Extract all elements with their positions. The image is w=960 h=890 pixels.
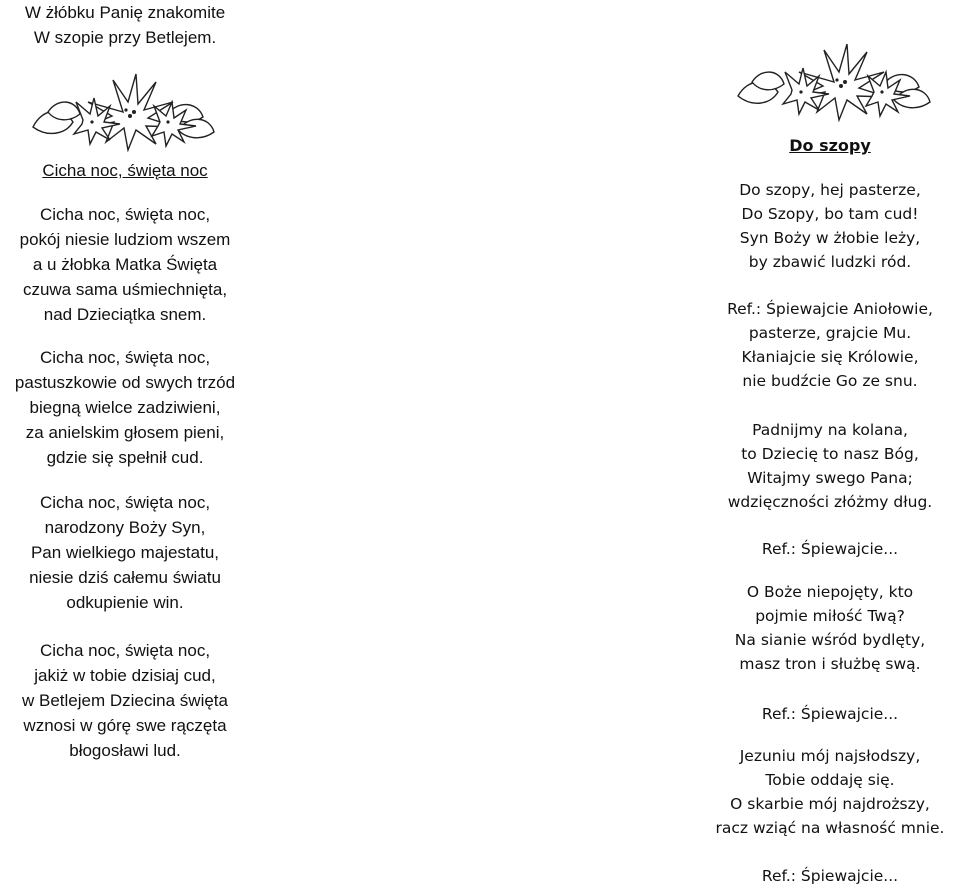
stanza-line: Tobie oddaję się. [765, 771, 895, 789]
refrain-line: Ref.: Śpiewajcie... [761, 867, 899, 885]
stanza-line: to Dziecię to nasz Bóg, [741, 445, 919, 463]
intro-line: W żłóbku Panię znakomite [24, 3, 226, 22]
stanza-line: Ref.: Śpiewajcie Aniołowie, [727, 300, 933, 318]
stanza-line: Witajmy swego Pana; [747, 469, 913, 487]
stanza-line: jakiż w tobie dzisiaj cud, [34, 666, 216, 685]
stanza-line: O skarbie mój najdroższy, [730, 795, 930, 813]
stanza-line: niesie dziś całemu światu [29, 568, 221, 587]
intro-line: W szopie przy Betlejem. [33, 28, 217, 47]
stanza-line: masz tron i służbę swą. [739, 655, 921, 673]
poinsettia-garland-icon [28, 72, 218, 157]
song-title: Cicha noc, święta noc [42, 161, 208, 180]
stanza-line: Jezuniu mój najsłodszy, [739, 747, 921, 765]
stanza-line: Na sianie wśród bydlęty, [734, 631, 926, 649]
stanza-line: Syn Boży w żłobie leży, [739, 229, 921, 247]
stanza-line: Cicha noc, święta noc, [39, 205, 211, 224]
stanza-line: za anielskim głosem pieni, [25, 423, 225, 442]
stanza-line: pokój niesie ludziom wszem [19, 230, 231, 249]
stanza-line: O Boże niepojęty, kto [746, 583, 914, 601]
stanza-line: Do szopy, hej pasterze, [739, 181, 921, 199]
stanza-line: biegną wielce zadziwieni, [29, 398, 221, 417]
stanza-line: błogosławi lud. [69, 741, 181, 760]
stanza-line: racz wziąć na własność mnie. [715, 819, 945, 837]
stanza-line: wdzięczności złóżmy dług. [727, 493, 933, 511]
stanza [0, 345, 250, 470]
song-title: Do szopy [789, 136, 871, 155]
stanza [0, 202, 250, 327]
stanza-line: by zbawić ludzki ród. [748, 253, 912, 271]
stanza-line: a u żłobka Matka Święta [32, 255, 218, 274]
stanza-line: w Betlejem Dziecina święta [22, 691, 228, 710]
stanza-line: Padnijmy na kolana, [752, 421, 908, 439]
stanza-line: nad Dzieciątka snem. [43, 305, 207, 324]
stanza-line: odkupienie win. [66, 593, 184, 612]
stanza [0, 490, 250, 615]
stanza-line: wznosi w górę swe rączęta [23, 716, 227, 735]
stanza-line: pasterze, grajcie Mu. [748, 324, 912, 342]
stanza-line: Cicha noc, święta noc, [39, 493, 211, 512]
stanza-line: Cicha noc, święta noc, [39, 348, 211, 367]
stanza-line: pojmie miłość Twą? [755, 607, 905, 625]
stanza-line: czuwa sama uśmiechnięta, [22, 280, 228, 299]
stanza-line: Cicha noc, święta noc, [39, 641, 211, 660]
stanza-line: nie budźcie Go ze snu. [742, 372, 918, 390]
stanza-line: gdzie się spełnił cud. [46, 448, 204, 467]
poinsettia-garland-icon [734, 44, 934, 126]
stanza-line: Kłaniajcie się Królowie, [741, 348, 919, 366]
refrain-line: Ref.: Śpiewajcie... [761, 540, 899, 558]
stanza-line: pastuszkowie od swych trzód [14, 373, 236, 392]
stanza-line: narodzony Boży Syn, [44, 518, 206, 537]
stanza-line: Pan wielkiego majestatu, [30, 543, 220, 562]
stanza [0, 638, 250, 763]
stanza-line: Do Szopy, bo tam cud! [741, 205, 919, 223]
refrain-line: Ref.: Śpiewajcie... [761, 705, 899, 723]
